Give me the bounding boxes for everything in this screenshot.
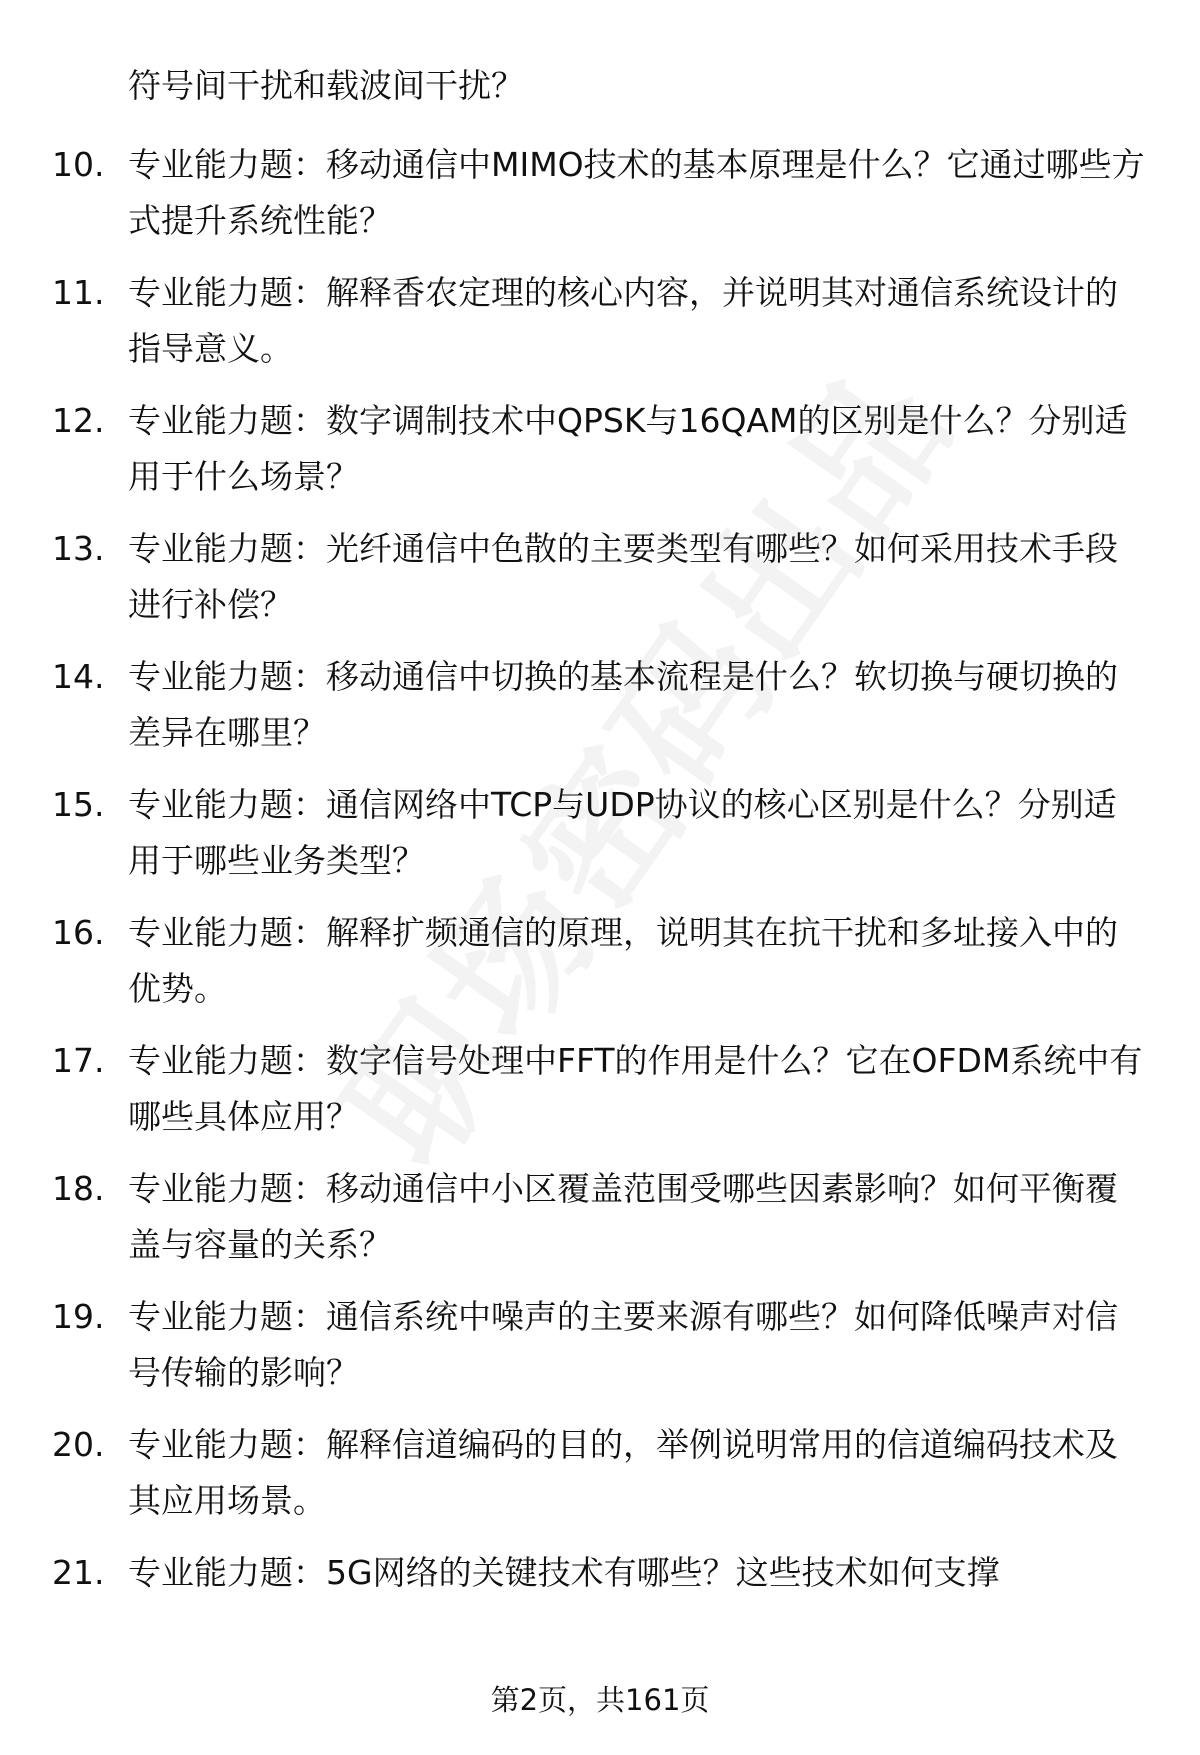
question-number: 12. [52,401,105,440]
question-text: 专业能力题：5G网络的关键技术有哪些？这些技术如何支撑 [128,1553,1000,1592]
continuation-text: 符号间干扰和载波间干扰？ [128,66,524,105]
question-number: 10. [52,145,105,184]
question-text: 专业能力题：数字调制技术中QPSK与16QAM的区别是什么？分别适用于什么场景？ [128,401,1128,496]
question-text: 专业能力题：移动通信中小区覆盖范围受哪些因素影响？如何平衡覆盖与容量的关系？ [128,1169,1118,1264]
question-text: 专业能力题：移动通信中MIMO技术的基本原理是什么？它通过哪些方式提升系统性能？ [128,145,1145,240]
question-text: 专业能力题：通信系统中噪声的主要来源有哪些？如何降低噪声对信号传输的影响？ [128,1297,1118,1392]
question-number: 15. [52,785,105,824]
question-text: 专业能力题：光纤通信中色散的主要类型有哪些？如何采用技术手段进行补偿？ [128,529,1118,624]
page-number-footer: 第2页，共161页 [490,1683,710,1717]
question-text: 专业能力题：移动通信中切换的基本流程是什么？软切换与硬切换的差异在哪里？ [128,657,1118,752]
question-number: 13. [52,529,105,568]
question-text: 专业能力题：解释信道编码的目的，举例说明常用的信道编码技术及其应用场景。 [128,1425,1118,1520]
question-number: 20. [52,1425,105,1464]
question-number: 18. [52,1169,105,1208]
question-text: 专业能力题：解释扩频通信的原理，说明其在抗干扰和多址接入中的优势。 [128,913,1118,1008]
question-number: 21. [52,1553,105,1592]
question-text: 专业能力题：通信网络中TCP与UDP协议的核心区别是什么？分别适用于哪些业务类型？ [128,785,1117,880]
question-text: 专业能力题：解释香农定理的核心内容，并说明其对通信系统设计的指导意义。 [128,273,1118,368]
question-text: 专业能力题：数字信号处理中FFT的作用是什么？它在OFDM系统中有哪些具体应用？ [128,1041,1143,1136]
question-number: 14. [52,657,105,696]
question-number: 16. [52,913,105,952]
question-number: 11. [52,273,105,312]
question-number: 17. [52,1041,105,1080]
question-number: 19. [52,1297,105,1336]
